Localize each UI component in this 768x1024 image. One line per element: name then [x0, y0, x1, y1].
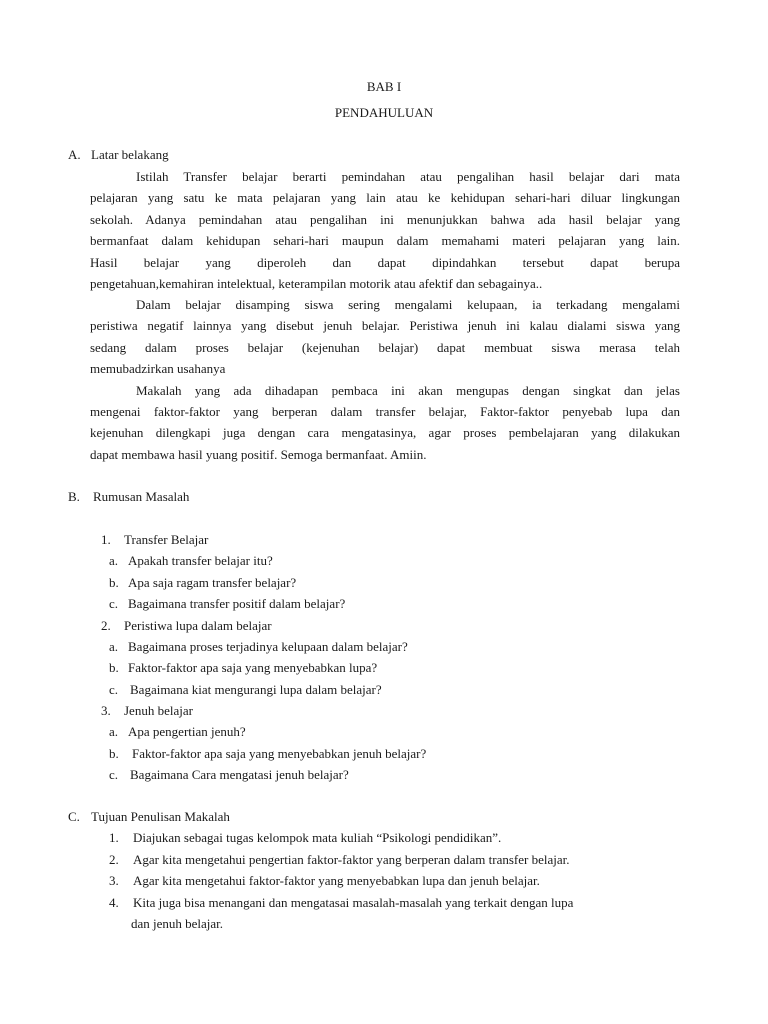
goal-item: Kita juga bisa menangani dan mengatasai masalah-masalah yang terkait dengan lupa — [133, 895, 574, 910]
para1-line5: Hasil belajar yang diperoleh dan dapat dipindahkan tersebut dapat berupa — [90, 255, 680, 270]
group-title: Transfer Belajar — [124, 532, 209, 547]
para2-line1: Dalam belajar disamping siswa sering mengalami kelupaan, ia terkadang mengalami — [136, 297, 680, 312]
section-a-title: Latar belakang — [91, 147, 169, 162]
goal-item: Agar kita mengetahui pengertian faktor-faktor yang berperan dalam transfer belajar. — [133, 852, 570, 867]
list-item: Bagaimana proses terjadinya kelupaan dalam belajar? — [128, 639, 408, 654]
para1-line6: pengetahuan,kemahiran intelektual, keterampilan motorik atau afektif dan sebagainya.. — [90, 276, 543, 291]
group-number: 3. — [101, 703, 111, 718]
list-item-letter: c. — [109, 682, 119, 697]
list-item: Bagaimana kiat mengurangi lupa dalam belajar? — [130, 682, 382, 697]
goal-item-continued: dan jenuh belajar. — [131, 916, 224, 931]
group-number: 2. — [101, 618, 111, 633]
para2-line4: memubadzirkan usahanya — [90, 361, 226, 376]
list-item: Bagaimana Cara mengatasi jenuh belajar? — [130, 767, 349, 782]
para2-line3: sedang dalam proses belajar (kejenuhan belajar) dapat membuat siswa merasa telah — [90, 340, 680, 355]
list-item-letter: b. — [109, 660, 119, 675]
para1-line2: pelajaran yang satu ke mata pelajaran yang lain atau ke kehidupan sehari-hari diluar lingkungan — [90, 190, 680, 205]
section-c-title: Tujuan Penulisan Makalah — [91, 809, 230, 824]
list-item-letter: c. — [109, 596, 119, 611]
goal-item: Diajukan sebagai tugas kelompok mata kuliah “Psikologi pendidikan”. — [133, 830, 502, 845]
para3-line4: dapat membawa hasil yuang positif. Semoga bermanfaat. Amiin. — [90, 447, 427, 462]
list-item: Apa saja ragam transfer belajar? — [128, 575, 297, 590]
section-b-title: Rumusan Masalah — [93, 489, 190, 504]
para1-line3: sekolah. Adanya pemindahan atau pengalihan ini menunjukkan bahwa ada hasil belajar yang — [90, 212, 680, 227]
section-c-marker: C. — [68, 809, 80, 824]
group-title: Jenuh belajar — [124, 703, 193, 718]
goal-number: 1. — [109, 830, 119, 845]
para3-line1: Makalah yang ada dihadapan pembaca ini akan mengupas dengan singkat dan jelas — [136, 383, 680, 398]
list-item: Faktor-faktor apa saja yang menyebabkan jenuh belajar? — [132, 746, 427, 761]
group-number: 1. — [101, 532, 111, 547]
goal-number: 4. — [109, 895, 119, 910]
para3-line3: kejenuhan dilengkapi juga dengan cara mengatasinya, agar proses pembelajaran yang dilakukan — [90, 425, 680, 440]
list-item-letter: b. — [109, 746, 119, 761]
section-a-marker: A. — [68, 147, 81, 162]
goal-number: 2. — [109, 852, 119, 867]
list-item-letter: a. — [109, 724, 119, 739]
chapter-label: BAB I — [366, 79, 402, 94]
para3-line2: mengenai faktor-faktor yang berperan dalam transfer belajar, Faktor-faktor penyebab lupa dan — [90, 404, 680, 419]
list-item-letter: c. — [109, 767, 119, 782]
list-item: Apa pengertian jenuh? — [128, 724, 246, 739]
goal-item: Agar kita mengetahui faktor-faktor yang menyebabkan lupa dan jenuh belajar. — [133, 873, 540, 888]
list-item-letter: b. — [109, 575, 119, 590]
para2-line2: peristiwa negatif lainnya yang disebut jenuh belajar. Peristiwa jenuh ini kalau dialami siswa yang — [90, 318, 680, 333]
group-title: Peristiwa lupa dalam belajar — [124, 618, 272, 633]
section-b-marker: B. — [68, 489, 80, 504]
list-item: Faktor-faktor apa saja yang menyebabkan lupa? — [128, 660, 378, 675]
list-item-letter: a. — [109, 553, 119, 568]
list-item: Bagaimana transfer positif dalam belajar? — [128, 596, 346, 611]
chapter-heading: PENDAHULUAN — [334, 105, 434, 120]
goal-number: 3. — [109, 873, 119, 888]
list-item: Apakah transfer belajar itu? — [128, 553, 273, 568]
list-item-letter: a. — [109, 639, 119, 654]
para1-line4: bermanfaat dalam kehidupan sehari-hari maupun dalam memahami materi pelajaran yang lain. — [90, 233, 680, 248]
para1-line1: Istilah Transfer belajar berarti pemindahan atau pengalihan hasil belajar dari mata — [136, 169, 680, 184]
